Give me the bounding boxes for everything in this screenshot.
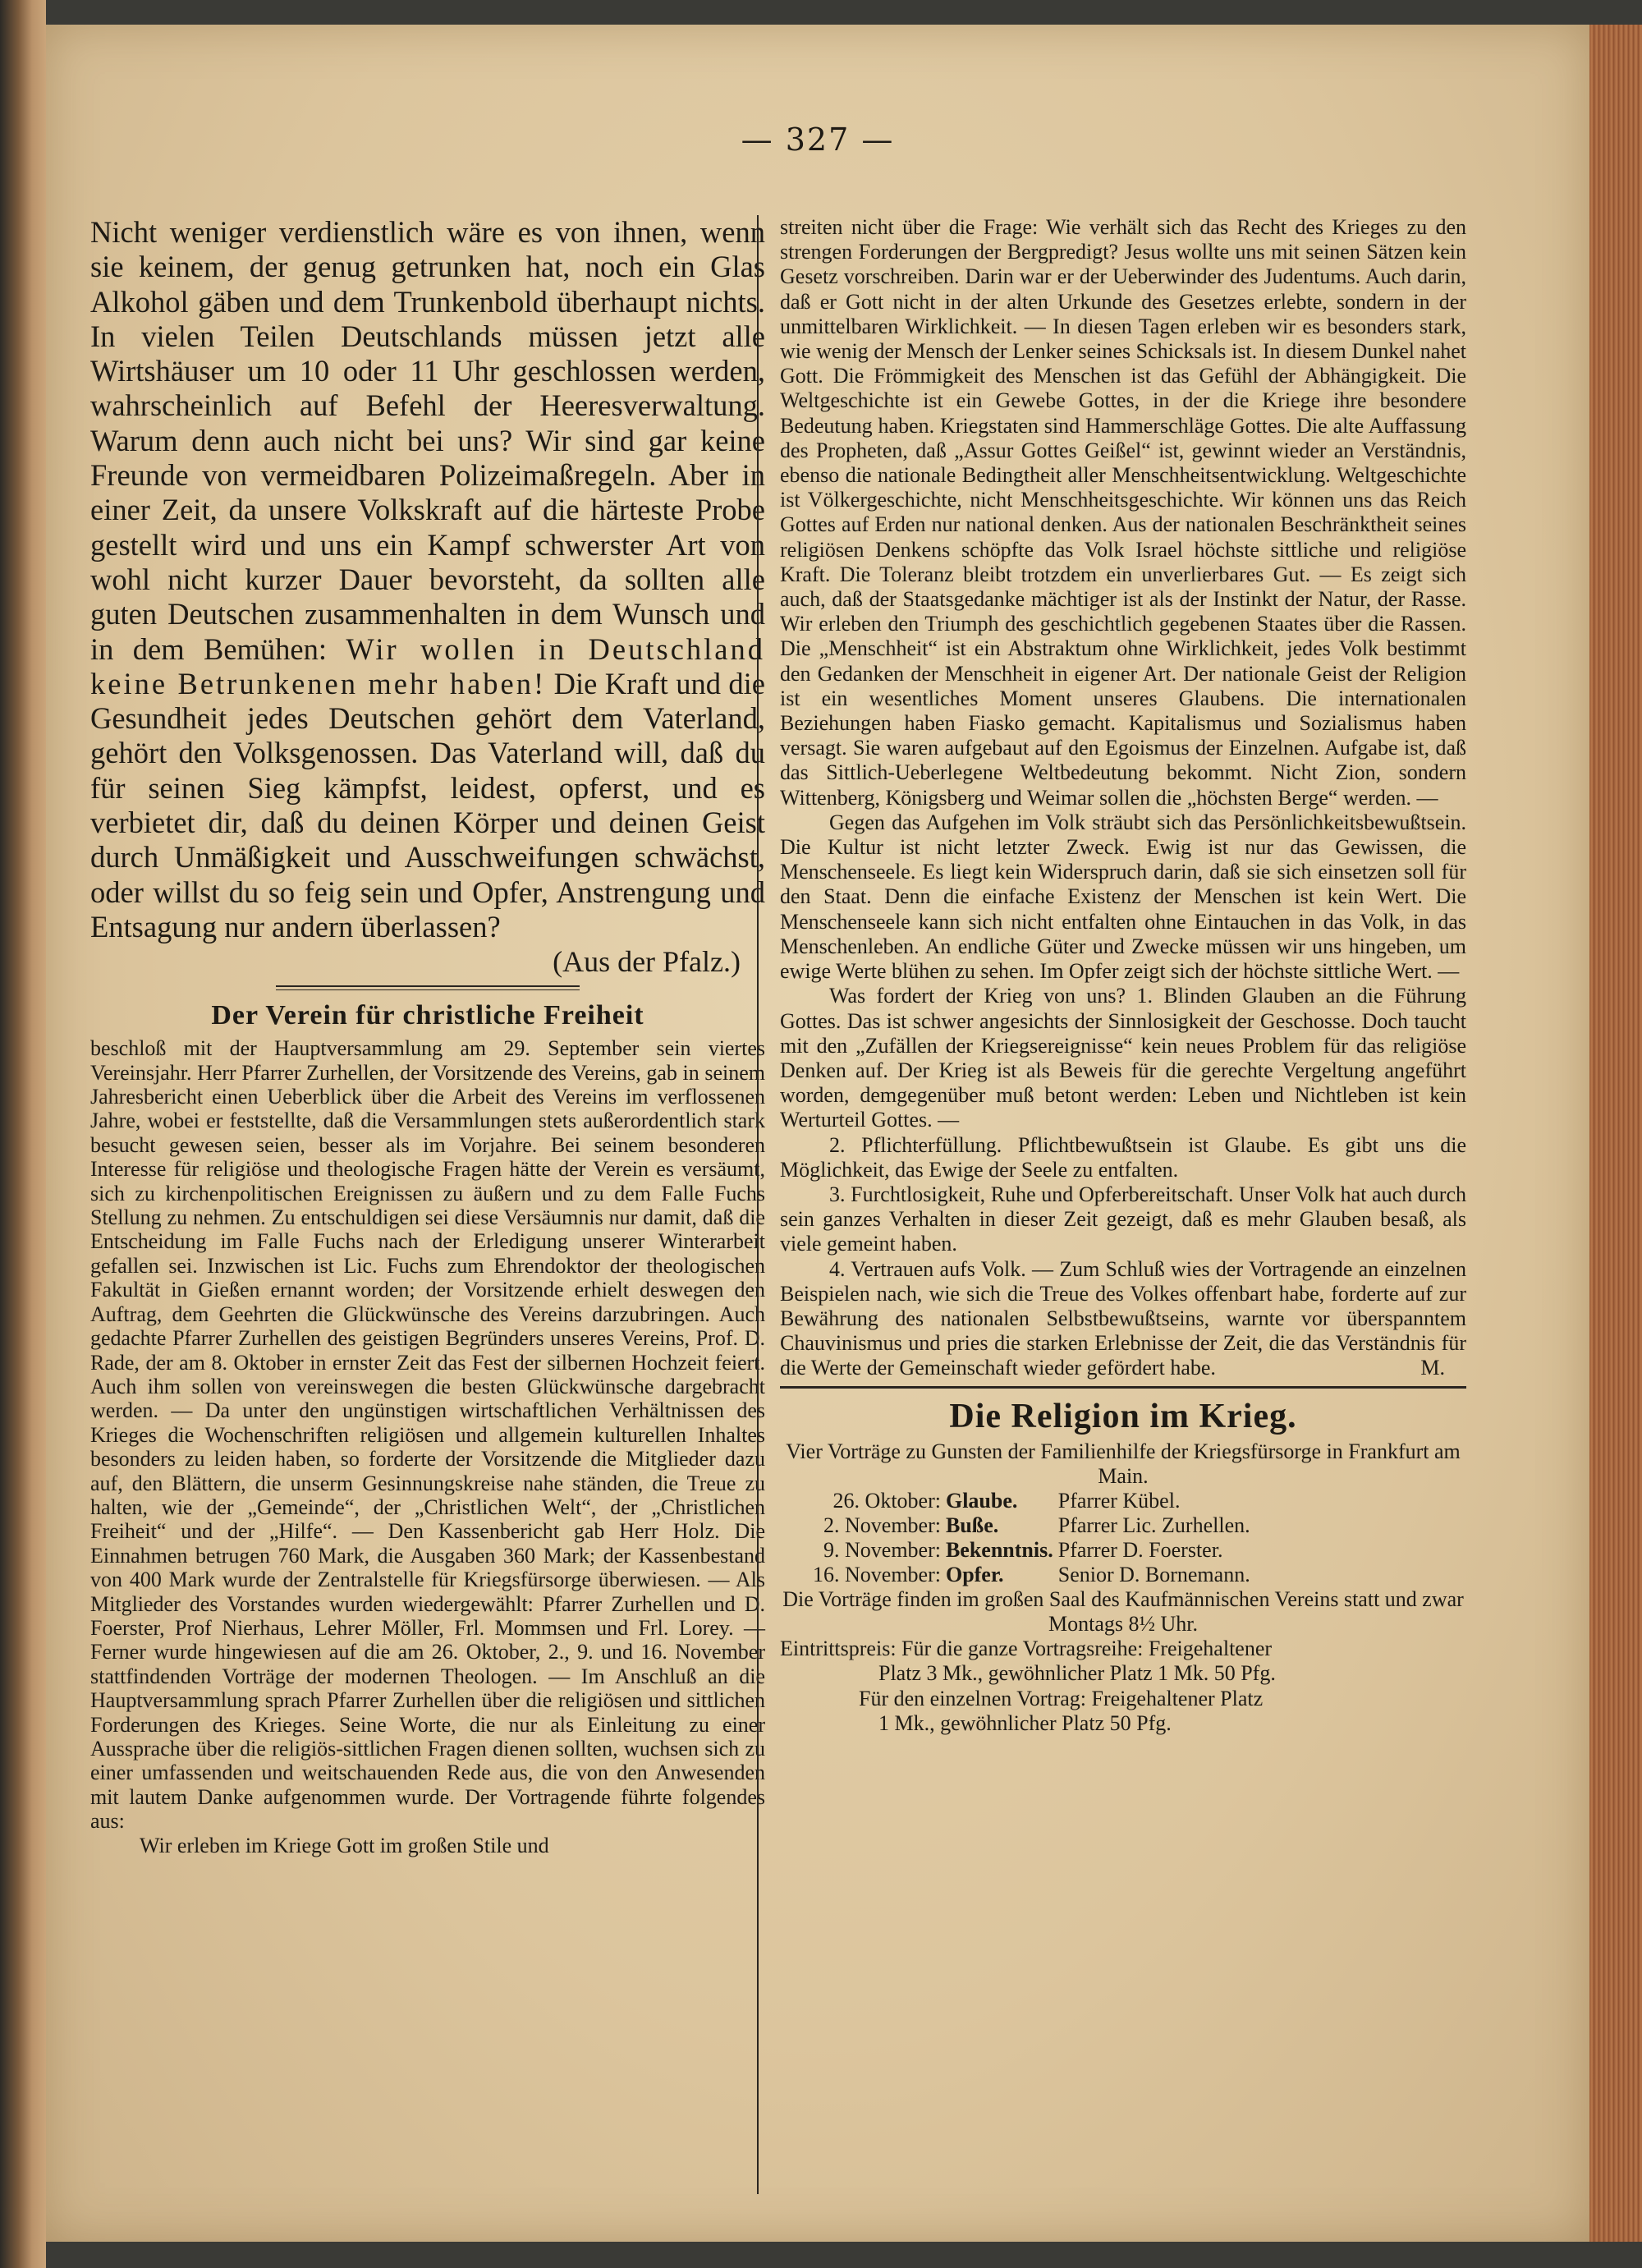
scanned-page [46, 25, 1589, 2242]
section-heading: Der Verein für christliche Freiheit [211, 1000, 644, 1031]
lecture-paragraph-1: streiten nicht über die Frage: Wie verhält sich das Recht des Krieges zu den strengen Forderungen der Bergpredigt? Jesus wollte uns mit seinen Sätzen kein Gesetz vorschreiben. Darin war er der Ueberwinder des Judentums. Auch darin, daß er Gott nicht in der alten Urkunde des Gesetzes erlebte, sondern in der unmittelbaren Wirklichkeit. — In diesen Tagen erleben wir es besonders stark, wie wenig der Mensch der Lenker seines Schicksals ist. In diesem Dunkel nahet Gott. Die Frömmigkeit des Menschen ist das Gefühl der Abhängigkeit. Die Weltgeschichte ist ein Gewebe Gottes, in der die Kriege ihre besondere Bedeutung haben. Kriegstaten sind Hammerschläge Gottes. Die alte Auffassung des Propheten, daß „Assur Gottes Geißel“ ist, gewinnt wieder an Verständnis, ebenso die nationale Bedingtheit aller Menschheitsentwicklung. Weltgeschichte ist Völkergeschichte, nicht Menschheitsgeschichte. Wir können uns das Reich Gottes auf Erden nur national denken. Aus der nationalen Beschränktheit seines religiösen Denkens schöpfte das Volk Israel höchste sittliche und religiöse Kraft. Die Toleranz bleibt trotzdem ein unverlierbares Gut. — Es zeigt sich auch, daß der Staatsgedanke mächtiger ist als der Instinkt der Natur, der Rasse. Wir erleben den Triumph des geschichtlich gegebenen Staates über die Rassen. Die „Menschheit“ ist ein Abstraktum ohne Wirklichkeit, jedes Volk bestimmt den Gedanken der Menschheit in eigener Art. Der nationale Geist der Religion ist ein wesentliches Moment unseres Glaubens. Die internationalen Beziehungen haben Fiasko gemacht. Kapitalismus und Sozialismus haben versagt. Sie waren aufgebaut auf den Egoismus der Einzelnen. Aufgabe ist, daß das Sittlich-Ueberlegene Weltbedeutung bekommt. Nicht Zion, sondern Wittenberg, Königsberg und Weimar sollen die „höchsten Berge“ werden. — [780, 215, 1466, 810]
article-emphasis: Wir wollen in Deutschland keine Betrunkenen mehr haben! [90, 631, 766, 700]
lecture-announcement [780, 1397, 1466, 1737]
book-spine-left [0, 0, 46, 2268]
book-page-edges [1589, 25, 1642, 2242]
announcement-venue: Die Vorträge finden im großen Saal des Kaufmännischen Vereins statt und zwar Montags 8½ Uhr. [782, 1586, 1464, 1636]
announcement-subtitle: Vier Vorträge zu Gunsten der Familienhilfe der Kriegsfürsorge in Frankfurt am Main. [786, 1439, 1461, 1488]
lecture-paragraph-2: Gegen das Aufgehen im Volk sträubt sich das Persönlichkeitsbewußtsein. Die Kultur ist nicht letzter Zweck. Ewig ist nur das Gewissen, die Menschenseele. Es liegt kein Widerspruch darin, daß sie sich einsetzen soll für den Staat. Denn die einfache Existenz der Menschen ist kein Wert. Die Menschenseele kann sich nicht entfalten ohne Eintauchen in das Volk, in das Menschenleben. An endliche Güter und Zwecke müssen wir uns hingeben, um ewige Werte blühen zu sehen. Im Opfer zeigt sich der höchste sittliche Wert. — [780, 810, 1466, 984]
schedule-speaker: Senior D. Bornemann. [1057, 1562, 1250, 1586]
right-column [757, 215, 1466, 2194]
entry-price-single: Für den einzelnen Vortrag: Freigehaltener Platz [859, 1686, 1264, 1710]
lecture-closing-text: 4. Vertrauen aufs Volk. — Zum Schluß wies der Vortragende an einzelnen Beispielen nach, wie sich die Treue des Volkes offenbart habe, forderte auf zur Bewährung des nationalen Selbstbewußtseins, warnte vor überspanntem Chauvinismus und pries die starken Erlebnisse der Zeit, die das Verständnis für die Werte der Gemeinschaft wieder gefördert habe. [780, 1256, 1466, 1380]
schedule-row [813, 1563, 1255, 1587]
schedule-topic: Glaube. [945, 1488, 1018, 1513]
article-text: Nicht weniger verdienstlich wäre es von ihnen, wenn sie keinem, der genug getrunken hat, noch ein Glas Alkohol gäben und dem Trunkenbold überhaupt nichts. In vielen Teilen Deutschlands müssen jetzt alle Wirtshäuser um 10 oder 11 Uhr geschlossen werden, wahrscheinlich auf Befehl der Heeresverwaltung. Warum denn auch nicht bei uns? Wir sind gar keine Freunde von vermeidbaren Polizeimaßregeln. Aber in einer Zeit, da unsere Volkskraft auf die härteste Probe gestellt wird und uns ein Kampf schwerster Art von wohl nicht kurzer Dauer bevorsteht, da sollten alle guten Deutschen zusammenhalten in dem Wunsch und in dem Bemühen: [90, 215, 765, 666]
author-signature: M. [1420, 1356, 1445, 1380]
schedule-speaker: Pfarrer D. Foerster. [1057, 1537, 1223, 1562]
lecture-paragraph-5: 3. Furchtlosigkeit, Ruhe und Opferbereitschaft. Unser Volk hat auch durch sein ganzes Verhalten in dieser Zeit gezeigt, daß es mehr Glauben besaß, als viele gemeint haben. [780, 1182, 1466, 1256]
association-report-continued: Wir erleben im Kriege Gott im großen Stile und [140, 1833, 549, 1857]
schedule-date: 9. November: [823, 1537, 941, 1562]
entry-price-series [780, 1637, 1466, 1662]
lecture-schedule [813, 1489, 1255, 1587]
schedule-row [813, 1489, 1255, 1513]
schedule-speaker: Pfarrer Lic. Zurhellen. [1057, 1513, 1250, 1537]
schedule-row [813, 1538, 1255, 1563]
schedule-date: 26. Oktober: [832, 1488, 941, 1513]
schedule-topic: Opfer. [945, 1562, 1004, 1586]
page-number: — 327 — [741, 122, 895, 158]
entry-price-series-continued: Platz 3 Mk., gewöhnlicher Platz 1 Mk. 50 Pfg. [878, 1661, 1276, 1686]
left-column [90, 215, 765, 1857]
entry-price-single-continued: 1 Mk., gewöhnlicher Platz 50 Pfg. [878, 1711, 1172, 1736]
section-divider [276, 985, 580, 990]
schedule-date: 16. November: [813, 1562, 941, 1586]
lecture-paragraph-3: Was fordert der Krieg von uns? 1. Blinden Glauben an die Führung Gottes. Das ist schwer angesichts der Sinnlosigkeit der Geschosse. Doch taucht mit den „Zufällen der Kriegsereignisse“ kein neues Problem für das religiöse Denken auf. Der Krieg ist als Beweis für die gerechte Vergeltung angeführt worden, demgegenüber muß betont werden: Leben und Nichtleben ist kein Werturteil Gottes. — [780, 984, 1466, 1132]
entry-price-series-text: Für die ganze Vortragsreihe: Freigehaltener [901, 1636, 1273, 1660]
article-text-end: Die Kraft und die Gesundheit jedes Deutschen gehört dem Vaterland, gehört den Volksgenossen. Das Vaterland will, daß du für seinen Sieg kämpfst, leidest, opferst, und es verbietet dir, daß du deinen Körper und deinen Geist durch Unmäßigkeit und Ausschweifungen schwächst, oder willst du so feig sein und Opfer, Anstrengung und Entsagung nur andern überlassen? [90, 666, 765, 943]
schedule-topic: Buße. [945, 1513, 999, 1537]
temperance-article [90, 215, 765, 944]
schedule-speaker: Pfarrer Kübel. [1057, 1488, 1181, 1513]
entry-price-label: Eintrittspreis: [780, 1636, 897, 1660]
lecture-paragraph-6 [780, 1257, 1466, 1381]
schedule-row [813, 1513, 1255, 1538]
announcement-divider [780, 1386, 1466, 1389]
article-attribution: (Aus der Pfalz.) [553, 945, 741, 979]
lecture-paragraph-4: 2. Pflichterfüllung. Pflichtbewußtsein ist Glaube. Es gibt uns die Möglichkeit, das Ewige der Seele zu entfalten. [780, 1132, 1466, 1182]
schedule-date: 2. November: [823, 1513, 941, 1537]
schedule-topic: Bekenntnis. [945, 1537, 1053, 1562]
association-report: beschloß mit der Hauptversammlung am 29. September sein viertes Vereinsjahr. Herr Pfarrer Zurhellen, der Vorsitzende des Vereins, gab in seinem Jahresbericht einen Ueberblick über die Arbeit des Vereins im verflossenen Jahre, wobei er feststellte, daß die Versammlungen stets außerordentlich stark besucht gewesen seien, besser als im Vorjahre. Bei seinem besonderen Interesse für religiöse und theologische Fragen hätte der Verein es versäumt, sich zu kirchenpolitischen Ereignissen zu äußern und zu dem Falle Fuchs Stellung zu nehmen. Zu entschuldigen sei diese Versäumnis nur damit, daß die Entscheidung im Falle Fuchs nach der Erledigung unserer Winterarbeit gefallen sei. Inzwischen ist Lic. Fuchs zum Ehrendoktor der theologischen Fakultät in Gießen ernannt worden; der Vorsitzende erhielt deswegen den Auftrag, dem Geehrten die Glückwünsche des Vereins darzubringen. Auch gedachte Pfarrer Zurhellen des geistigen Begründers unseres Vereins, Prof. D. Rade, der am 8. Oktober in ernster Zeit das Fest der silbernen Hochzeit feiert. Auch ihm sollen von vereinswegen die besten Glückwünsche dargebracht werden. — Da unter den ungünstigen wirtschaftlichen Verhältnissen des Krieges die Wochenschriften religiösen und allgemein kulturellen Inhaltes besonders zu leiden haben, so forderte der Vorsitzende die Mitglieder dazu auf, den Blättern, die unserm Gesinnungskreise nahe ständen, die Treue zu halten, wie der „Gemeinde“, der „Christlichen Welt“, der „Christlichen Freiheit“ und der „Hilfe“. — Den Kassenbericht gab Herr Holz. Die Einnahmen betrugen 760 Mark, die Ausgaben 360 Mark; der Kassenbestand von 400 Mark wurde der Zentralstelle für Kriegsfürsorge überwiesen. — Als Mitglieder des Vorstandes wurden wiedergewählt: Pfarrer Zurhellen und D. Foerster, Prof Nierhaus, Lehrer Möller, Frl. Mommsen und Frl. Lorey. — Ferner wurde hingewiesen auf die am 26. Oktober, 2., 9. und 16. November stattfindenden Vorträge der modernen Theologen. — Im Anschluß an die Hauptversammlung sprach Pfarrer Zurhellen über die religiösen und sittlichen Forderungen des Krieges. Seine Worte, die nur als Einleitung zu einer Aussprache über die religiös-sittlichen Fragen dienen sollten, wuchsen sich zu einer umfassenden und weitschauenden Rede aus, die von den Anwesenden mit lautem Danke aufgenommen wurde. Der Vortragende führte folgendes aus: [90, 1036, 765, 1834]
announcement-title: Die Religion im Krieg. [949, 1397, 1297, 1435]
